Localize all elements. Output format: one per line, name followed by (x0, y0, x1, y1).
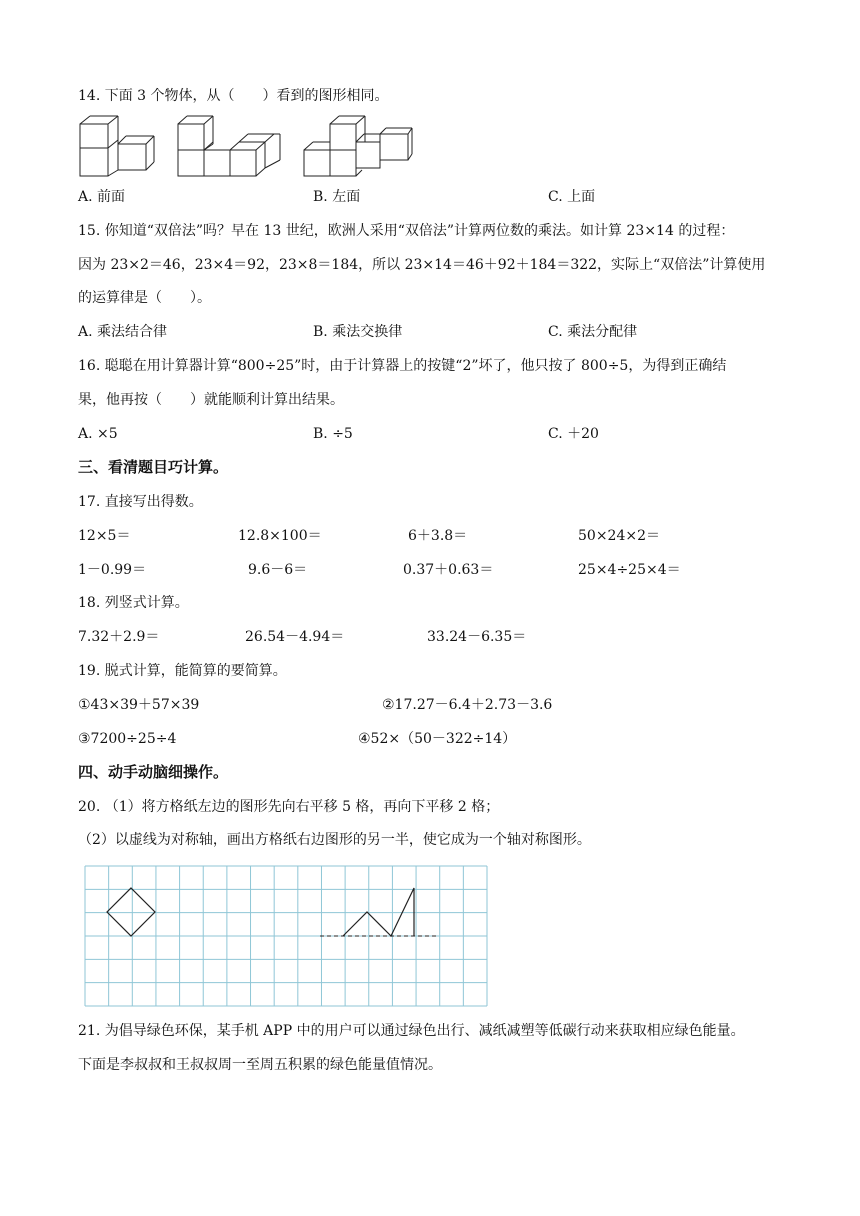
cube-object-1 (78, 114, 158, 178)
cube-object-2 (176, 114, 286, 178)
q14-option-a: A. 前面 (78, 189, 126, 205)
q16-option-c: C. ＋20 (548, 426, 599, 442)
q14-option-b: B. 左面 (313, 189, 361, 205)
section-3-heading: 三、看清题目巧计算。 (78, 458, 229, 476)
q19-item-1: ①43×39＋57×39 (78, 697, 200, 713)
q17-item-6: 9.6－6＝ (248, 562, 308, 578)
q19-item-2: ②17.27－6.4＋2.73－3.6 (382, 697, 553, 713)
q18-stem: 18. 列竖式计算。 (78, 595, 189, 611)
q16-line-2: 果，他再按（ ）就能顺利计算出结果。 (78, 392, 344, 408)
q19-item-4: ④52×（50－322÷14） (358, 731, 517, 747)
q17-item-4: 50×24×2＝ (578, 528, 660, 544)
q16-line-1: 16. 聪聪在用计算器计算“800÷25”时，由于计算器上的按键“2”坏了，他只按了 800÷5，为得到正确结 (78, 358, 727, 374)
grid-paper (84, 865, 488, 1011)
q18-item-2: 26.54－4.94＝ (245, 629, 345, 645)
q18-item-1: 7.32＋2.9＝ (78, 629, 160, 645)
half-figure (343, 888, 414, 936)
q17-item-3: 6＋3.8＝ (408, 528, 468, 544)
q15-line-1: 15. 你知道“双倍法”吗？早在 13 世纪，欧洲人采用“双倍法”计算两位数的乘法。如计算 23×14 的过程： (78, 223, 735, 239)
q16-option-b: B. ÷5 (313, 426, 353, 442)
q19-stem: 19. 脱式计算，能简算的要简算。 (78, 663, 287, 679)
q15-line-3: 的运算律是（ ）。 (78, 290, 211, 306)
q21-line-2: 下面是李叔叔和王叔叔周一至周五积累的绿色能量值情况。 (78, 1057, 442, 1073)
q17-stem: 17. 直接写出得数。 (78, 494, 203, 510)
diamond-shape (107, 888, 155, 936)
q20-line-2: （2）以虚线为对称轴，画出方格纸右边图形的另一半，使它成为一个轴对称图形。 (78, 832, 591, 848)
q15-option-c: C. 乘法分配律 (548, 324, 638, 340)
grid-figure (84, 865, 488, 1007)
q20-line-1: 20. （1）将方格纸左边的图形先向右平移 5 格，再向下平移 2 格； (78, 799, 500, 815)
q14-stem: 14. 下面 3 个物体，从（ ）看到的图形相同。 (78, 88, 389, 104)
q15-option-b: B. 乘法交换律 (313, 324, 403, 340)
q17-item-5: 1－0.99＝ (78, 562, 147, 578)
q17-item-2: 12.8×100＝ (238, 528, 322, 544)
q19-item-3: ③7200÷25÷4 (78, 731, 177, 747)
q17-item-7: 0.37＋0.63＝ (403, 562, 494, 578)
q17-item-1: 12×5＝ (78, 528, 131, 544)
section-4-heading: 四、动手动脑细操作。 (78, 763, 229, 781)
q15-line-2: 因为 23×2＝46，23×4＝92，23×8＝184，所以 23×14＝46＋92＋184＝322，实际上“双倍法”计算使用 (78, 257, 766, 273)
q18-item-3: 33.24－6.35＝ (427, 629, 527, 645)
q21-line-1: 21. 为倡导绿色环保，某手机 APP 中的用户可以通过绿色出行、减纸减塑等低碳行动来获取相应绿色能量。 (78, 1023, 745, 1039)
q14-option-c: C. 上面 (548, 189, 596, 205)
q17-item-8: 25×4÷25×4＝ (578, 562, 681, 578)
q16-option-a: A. ×5 (78, 426, 118, 442)
q15-option-a: A. 乘法结合律 (78, 324, 168, 340)
cube-object-3 (302, 114, 414, 178)
